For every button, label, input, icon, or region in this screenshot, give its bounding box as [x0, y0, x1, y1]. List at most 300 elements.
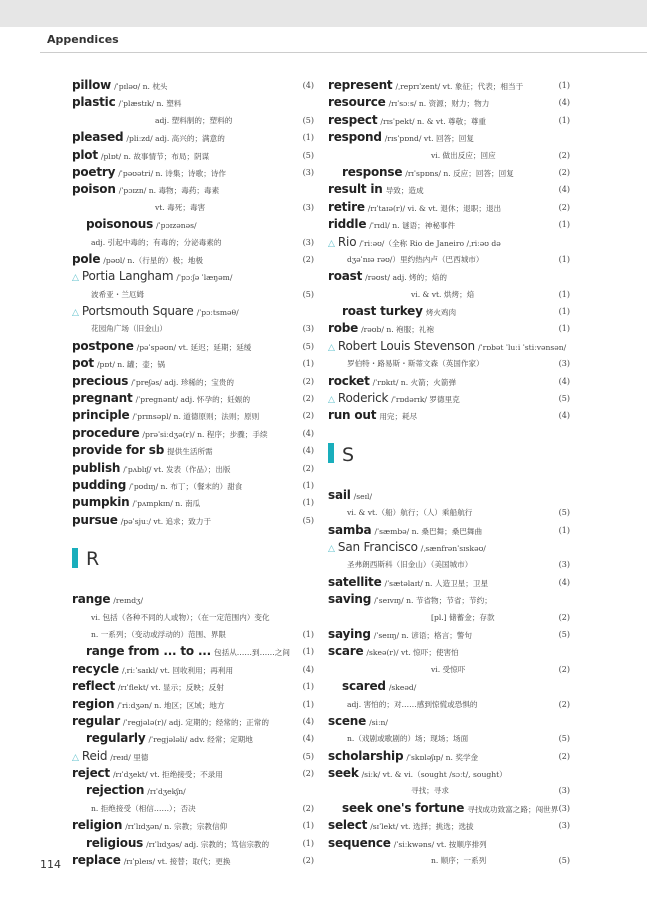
definition: /rɪsˈpɒnd/ vt. 回答；回复: [384, 134, 474, 144]
unit-number: (1): [558, 220, 570, 230]
definition: /ˈpʌblɪʃ/ vt. 发表（作品）；出版: [123, 464, 231, 474]
glossary-entry: [72, 338, 314, 355]
glossary-entry: [328, 94, 570, 111]
headword: retire: [328, 199, 365, 214]
unit-number: (2): [558, 202, 570, 212]
glossary-entry: [72, 477, 314, 494]
definition: /rəʊb/ n. 袍服；礼袍: [361, 325, 435, 335]
glossary-entry: [72, 713, 314, 730]
unit-number: (1): [302, 821, 314, 831]
glossary-entry: [328, 77, 570, 94]
definition: /rɪˈdʒekt/ vt. 拒绝接受；不录用: [112, 770, 223, 780]
entry-continuation: [72, 800, 314, 817]
headword: Roderick: [337, 391, 389, 406]
headword: pot: [72, 356, 94, 371]
headword: postpone: [72, 338, 134, 353]
glossary-entry: [328, 574, 570, 591]
headword: pursue: [72, 512, 118, 527]
headword: poetry: [72, 164, 116, 179]
glossary-entry: [72, 251, 314, 268]
section-spacer: [328, 475, 570, 487]
unit-number: (5): [302, 751, 314, 761]
definition: /prəˈsiːdʒə(r)/ n. 程序；步骤；手续: [142, 429, 268, 439]
unit-number: (1): [302, 838, 314, 848]
glossary-entry: [328, 522, 570, 539]
headword: pregnant: [72, 391, 133, 406]
definition: /rɪsˈpekt/ n. & vt. 尊敬；尊重: [380, 116, 487, 126]
entry-continuation: [328, 251, 570, 268]
unit-number: (3): [558, 821, 570, 831]
entry-continuation: [72, 112, 314, 129]
definition: /ˌreprɪˈzent/ vt. 象征；代表；相当于: [395, 82, 524, 91]
definition: /rɪˈdʒekʃn/: [147, 787, 186, 797]
unit-number: (2): [558, 150, 570, 160]
definition: /pəʊl/ n.（行星的）极；地极: [103, 255, 203, 265]
definition: /siːn/: [369, 717, 388, 727]
unit-number: (4): [302, 716, 314, 726]
definition: 罗伯特・路易斯・斯蒂文森（英国作家）: [347, 359, 484, 369]
unit-number: (5): [302, 341, 314, 351]
definition: /rəʊst/ adj. 烤的；焙的: [365, 273, 447, 283]
glossary-entry: [72, 164, 314, 181]
headword: poison: [72, 182, 116, 197]
definition: /pɒt/ n. 罐；壶；锅: [96, 360, 165, 370]
definition: /siːk/ vt. & vi.（sought /sɔːt/, sought）: [361, 770, 507, 780]
unit-number: (1): [302, 647, 314, 657]
unit-number: (5): [302, 115, 314, 125]
definition: /ˈprɪnsəpl/ n. 道德原则；法则；原则: [132, 412, 260, 422]
definition: /ˈsætəlaɪt/ n. 人造卫星；卫星: [384, 578, 489, 588]
glossary-entry: [72, 147, 314, 164]
definition: /ˈrɪdl/ n. 谜语；神秘事件: [369, 221, 456, 231]
entry-continuation: [328, 355, 570, 372]
header-divider: [40, 52, 647, 53]
definition: /ˈseɪvɪŋ/ n. 节省物；节省；节约；: [374, 596, 492, 606]
unit-number: (4): [302, 664, 314, 674]
glossary-column-left: [72, 77, 314, 869]
headword: replace: [72, 853, 121, 868]
glossary-entry: [72, 373, 314, 390]
headword: rejection: [86, 783, 145, 798]
definition: /rɪˈflekt/ vt. 显示；反映；反射: [117, 683, 224, 693]
glossary-entry: [328, 817, 570, 834]
definition: [pl.] 储蓄金；存款: [431, 612, 495, 622]
glossary-entry: [72, 129, 314, 146]
unit-number: (2): [302, 803, 314, 813]
glossary-entry: [328, 539, 570, 556]
unit-number: (4): [558, 411, 570, 421]
headword: Reid: [81, 748, 108, 763]
glossary-entry: [328, 748, 570, 765]
unit-number: (1): [558, 81, 570, 90]
definition: /reɪndʒ/: [113, 596, 144, 606]
definition: adj. 引起中毒的；有毒的；分泌毒素的: [91, 237, 222, 247]
headword: range: [72, 592, 111, 607]
unit-number: (2): [558, 167, 570, 177]
definition: 寻找；寻求: [411, 786, 449, 796]
headword: religious: [86, 835, 144, 850]
glossary-entry: [328, 835, 570, 852]
definition: 圣弗朗西斯科（旧金山）（美国城市）: [347, 560, 473, 570]
headword: respond: [328, 130, 382, 145]
definition: /pliːzd/ adj. 高兴的；满意的: [126, 134, 225, 144]
unit-number: (1): [302, 699, 314, 709]
entry-continuation: [328, 504, 570, 521]
definition: /ˈseɪɪŋ/ n. 谚语；格言；警句: [373, 630, 472, 640]
headword: pleased: [72, 130, 124, 145]
definition: 烤火鸡肉: [425, 308, 457, 318]
entry-continuation: [72, 234, 314, 251]
proper-noun-triangle-icon: △: [72, 273, 79, 284]
entry-continuation: [328, 286, 570, 303]
headword: satellite: [328, 574, 382, 589]
headword: sequence: [328, 835, 391, 850]
definition: /reɪd/ 里德: [110, 752, 149, 762]
proper-noun-triangle-icon: △: [328, 395, 335, 406]
headword: saving: [328, 592, 372, 607]
glossary-entry: [72, 696, 314, 713]
headword: pole: [72, 251, 101, 266]
glossary-entry: [72, 835, 314, 852]
unit-number: (4): [558, 577, 570, 587]
unit-number: (5): [558, 394, 570, 404]
definition: /ˈpɔɪzənəs/: [156, 221, 197, 231]
definition: adj. 害怕的；对……感到惊慌或恐惧的: [347, 699, 478, 709]
definition: n. 一系列；（变动或浮动的）范围、界限: [91, 629, 227, 639]
headword: religion: [72, 818, 123, 833]
headword: Portsmouth Square: [81, 304, 194, 319]
glossary-entry: [328, 320, 570, 337]
definition: /ˈriːəʊ/（全称 Rio de Janeiro /ˌriːəʊ də: [359, 238, 501, 248]
glossary-entry: [72, 748, 314, 765]
unit-number: (2): [558, 699, 570, 709]
glossary-entry: [328, 800, 570, 817]
glossary-entry: [72, 390, 314, 407]
headword: sail: [328, 487, 351, 502]
headword: resource: [328, 95, 386, 110]
glossary-entry: [72, 407, 314, 424]
unit-number: (3): [558, 560, 570, 570]
entry-continuation: [72, 626, 314, 643]
definition: /rɪˈspɒns/ n. 反应；回答；回复: [405, 168, 514, 178]
section-marker: [328, 443, 334, 463]
headword: riddle: [328, 217, 367, 232]
definition: /ˈrɒbət ˈluːi ˈstiːvənsən/: [477, 342, 567, 352]
unit-number: (5): [558, 734, 570, 744]
page-number: 114: [40, 858, 61, 871]
unit-number: (3): [302, 202, 314, 212]
glossary-entry: [72, 730, 314, 747]
glossary-entry: [72, 216, 314, 233]
definition: /rɪˈlɪdʒən/ n. 宗教；宗教信仰: [125, 822, 228, 832]
definition: adj. 塑料制的；塑料的: [155, 115, 233, 125]
glossary-entry: [72, 355, 314, 372]
glossary-entry: [72, 661, 314, 678]
glossary-entry: [72, 94, 314, 111]
headword: roast turkey: [342, 304, 423, 319]
unit-number: (1): [302, 133, 314, 143]
glossary-entry: [72, 817, 314, 834]
glossary-entry: [72, 494, 314, 511]
headword: regularly: [86, 731, 146, 746]
headword: response: [342, 164, 403, 179]
definition: 波希亚・兰厄姆: [91, 289, 145, 299]
definition: /ˈpʊdɪŋ/ n. 布丁；（餐末的）甜食: [129, 481, 243, 491]
unit-number: (5): [558, 856, 570, 866]
headword: samba: [328, 522, 372, 537]
unit-number: (5): [558, 508, 570, 518]
unit-number: (3): [302, 324, 314, 334]
definition: /pəˈspəʊn/ vt. 延迟；延期；延缓: [136, 342, 252, 352]
unit-number: (4): [302, 81, 314, 90]
glossary-entry: [72, 425, 314, 442]
glossary-entry: [328, 338, 570, 355]
definition: /ˈregjələ(r)/ adj. 定期的；经常的；正常的: [122, 717, 269, 727]
glossary-entry: [328, 234, 570, 251]
unit-number: (1): [558, 115, 570, 125]
unit-number: (4): [558, 376, 570, 386]
entry-continuation: [328, 782, 570, 799]
proper-noun-triangle-icon: △: [328, 342, 335, 353]
definition: /ˈpreʃəs/ adj. 珍稀的；宝贵的: [131, 377, 234, 387]
unit-number: (2): [302, 463, 314, 473]
headword: plot: [72, 147, 98, 162]
proper-noun-triangle-icon: △: [328, 543, 335, 554]
headword: scared: [342, 679, 386, 694]
definition: /ˈpəʊətri/ n. 诗集；诗歌；诗作: [118, 168, 227, 178]
glossary-entry: [328, 407, 570, 424]
headword: pumpkin: [72, 495, 130, 510]
unit-number: (3): [558, 359, 570, 369]
glossary-entry: [72, 852, 314, 869]
entry-continuation: [328, 852, 570, 869]
top-bar: [0, 0, 647, 27]
glossary-entry: [72, 643, 314, 660]
definition: /rɪˈtaɪə(r)/ vi. & vt. 退休；退职；退出: [367, 203, 502, 213]
definition: /rɪˈpleɪs/ vt. 接替；取代；更换: [123, 857, 231, 867]
unit-number: (5): [302, 150, 314, 160]
headword: reject: [72, 766, 110, 781]
definition: 包括从……到……之间: [214, 648, 290, 658]
definition: /ˈrɒkɪt/ n. 火箭；火箭弹: [372, 377, 457, 387]
definition: /ˌriːˈsaɪkl/ vt. 回收利用；再利用: [121, 665, 234, 675]
headword: select: [328, 818, 368, 833]
unit-number: (2): [302, 394, 314, 404]
glossary-entry: [328, 591, 570, 608]
definition: 提供生活所需: [167, 447, 213, 457]
definition: /ˈskɒləʃɪp/ n. 奖学金: [406, 752, 479, 762]
headword: range from ... to ...: [86, 644, 212, 659]
glossary-entry: [328, 216, 570, 233]
glossary-entry: [72, 678, 314, 695]
definition: /ˈrɒdərɪk/ 罗德里克: [391, 395, 460, 405]
glossary-entry: [328, 129, 570, 146]
definition: /rɪˈlɪdʒəs/ adj. 宗教的；笃信宗教的: [146, 839, 270, 849]
unit-number: (1): [558, 289, 570, 299]
glossary-entry: [72, 442, 314, 459]
definition: /ˈsiːkwəns/ vt. 按顺序排列: [393, 839, 487, 849]
glossary-entry: [328, 164, 570, 181]
unit-number: (3): [302, 167, 314, 177]
entry-continuation: [328, 696, 570, 713]
glossary-entry: [72, 303, 314, 320]
headword: procedure: [72, 425, 140, 440]
entry-continuation: [328, 556, 570, 573]
definition: /ˈpɔːtsməθ/: [196, 308, 239, 318]
unit-number: (1): [302, 629, 314, 639]
headword: San Francisco: [337, 539, 418, 554]
section-marker: [72, 548, 78, 568]
headword: rocket: [328, 373, 370, 388]
entry-continuation: [328, 609, 570, 626]
section-heading: [72, 539, 314, 579]
headword: pudding: [72, 477, 127, 492]
glossary-entry: [328, 626, 570, 643]
glossary-entry: [328, 373, 570, 390]
unit-number: (5): [302, 289, 314, 299]
definition: vi. & vt.（船）航行；（人）乘船航行: [347, 508, 473, 518]
definition: vi. 做出反应；回应: [431, 150, 496, 160]
glossary-entry: [328, 487, 570, 504]
headword: plastic: [72, 95, 116, 110]
unit-number: (1): [558, 324, 570, 334]
glossary-entry: [328, 765, 570, 782]
headword: scare: [328, 644, 364, 659]
unit-number: (2): [302, 856, 314, 866]
headword: pillow: [72, 78, 112, 92]
unit-number: (2): [302, 376, 314, 386]
headword: region: [72, 696, 115, 711]
unit-number: (4): [302, 446, 314, 456]
unit-number: (1): [302, 682, 314, 692]
headword: precious: [72, 373, 129, 388]
unit-number: (5): [302, 515, 314, 525]
headword: respect: [328, 112, 378, 127]
glossary-entry: [72, 512, 314, 529]
glossary-entry: [72, 77, 314, 94]
unit-number: (4): [302, 428, 314, 438]
definition: /sɪˈlekt/ vt. 选择；挑选；选拔: [370, 822, 474, 832]
headword: poisonous: [86, 217, 154, 232]
glossary-entry: [328, 112, 570, 129]
unit-number: (4): [302, 734, 314, 744]
headword: scene: [328, 713, 367, 728]
headword: publish: [72, 460, 121, 475]
entry-continuation: [72, 609, 314, 626]
definition: 寻找成功致富之路；闯世界: [467, 804, 559, 814]
unit-number: (1): [302, 359, 314, 369]
definition: /skeə(r)/ vt. 惊吓；使害怕: [366, 648, 459, 658]
section-heading: [328, 435, 570, 475]
unit-number: (4): [558, 98, 570, 108]
unit-number: (3): [558, 786, 570, 796]
unit-number: (2): [302, 411, 314, 421]
glossary-entry: [328, 199, 570, 216]
unit-number: (1): [558, 307, 570, 317]
unit-number: (1): [558, 525, 570, 535]
headword: seek: [328, 766, 359, 781]
glossary-entry: [72, 765, 314, 782]
unit-number: (2): [302, 769, 314, 779]
unit-number: (1): [302, 498, 314, 508]
headword: represent: [328, 78, 393, 92]
headword: Rio: [337, 234, 357, 249]
definition: /skeəd/: [388, 683, 417, 693]
definition: /seɪl/: [353, 491, 373, 501]
definition: /ˈpregnənt/ adj. 怀孕的；妊娠的: [135, 395, 251, 405]
definition: /ˌsænfrənˈsɪskəʊ/: [420, 543, 486, 553]
definition: n.（戏剧或歌剧的）场；现场；场面: [347, 734, 469, 744]
definition: /ˈpɔɪzn/ n. 毒物；毒药；毒素: [118, 186, 220, 196]
definition: vt. 毒死；毒害: [155, 202, 206, 212]
entry-continuation: [328, 147, 570, 164]
definition: /ˈriːdʒən/ n. 地区；区域；地方: [117, 700, 225, 710]
headword: saying: [328, 626, 371, 641]
glossary-entry: [328, 643, 570, 660]
headword: Robert Louis Stevenson: [337, 338, 475, 353]
headword: recycle: [72, 661, 119, 676]
glossary-entry: [72, 181, 314, 198]
section-spacer: [72, 579, 314, 591]
unit-number: (2): [558, 664, 570, 674]
proper-noun-triangle-icon: △: [72, 752, 79, 763]
definition: /pəˈsjuː/ vt. 追求；致力于: [120, 516, 212, 526]
unit-number: (5): [558, 629, 570, 639]
glossary-column-right: [328, 77, 570, 869]
definition: /ˈplæstɪk/ n. 塑料: [118, 99, 182, 109]
glossary-entry: [72, 591, 314, 608]
definition: dʒəˈnɪə rəʊ/）里约热内卢（巴西城市）: [347, 254, 484, 264]
definition: /plɒt/ n. 故事情节；布局；阴谋: [100, 151, 210, 161]
section-letter: R: [86, 548, 100, 571]
entry-continuation: [328, 661, 570, 678]
running-header: Appendices: [47, 33, 119, 46]
unit-number: (1): [558, 254, 570, 264]
headword: robe: [328, 321, 359, 336]
headword: scholarship: [328, 748, 404, 763]
definition: /ˈregjələli/ adv. 经常；定期地: [148, 735, 253, 745]
headword: result in: [328, 182, 383, 197]
definition: 导致；造成: [385, 186, 424, 196]
glossary-entry: [72, 782, 314, 799]
definition: /ˈpʌmpkɪn/ n. 南瓜: [132, 499, 201, 509]
definition: /ˈpɪləʊ/ n. 枕头: [114, 82, 168, 91]
headword: reflect: [72, 679, 115, 694]
glossary-entry: [328, 181, 570, 198]
unit-number: (2): [302, 254, 314, 264]
definition: /rɪˈsɔːs/ n. 资源；财力；物力: [388, 99, 490, 109]
glossary-entry: [72, 460, 314, 477]
headword: Portia Langham: [81, 269, 174, 284]
section-letter: S: [342, 443, 355, 466]
definition: /ˈsæmbə/ n. 桑巴舞；桑巴舞曲: [374, 526, 483, 536]
unit-number: (3): [558, 803, 570, 813]
entry-continuation: [72, 286, 314, 303]
glossary-entry: [328, 678, 570, 695]
unit-number: (3): [302, 237, 314, 247]
headword: provide for sb: [72, 443, 165, 458]
headword: run out: [328, 408, 377, 423]
definition: n. 顺序；一系列: [431, 856, 487, 866]
unit-number: (4): [558, 185, 570, 195]
unit-number: (2): [558, 612, 570, 622]
definition: vi. & vt. 烘烤；焙: [411, 289, 475, 299]
headword: seek one's fortune: [342, 800, 465, 815]
entry-continuation: [72, 320, 314, 337]
glossary-entry: [72, 268, 314, 285]
definition: 用完；耗尽: [379, 412, 418, 422]
headword: principle: [72, 408, 130, 423]
